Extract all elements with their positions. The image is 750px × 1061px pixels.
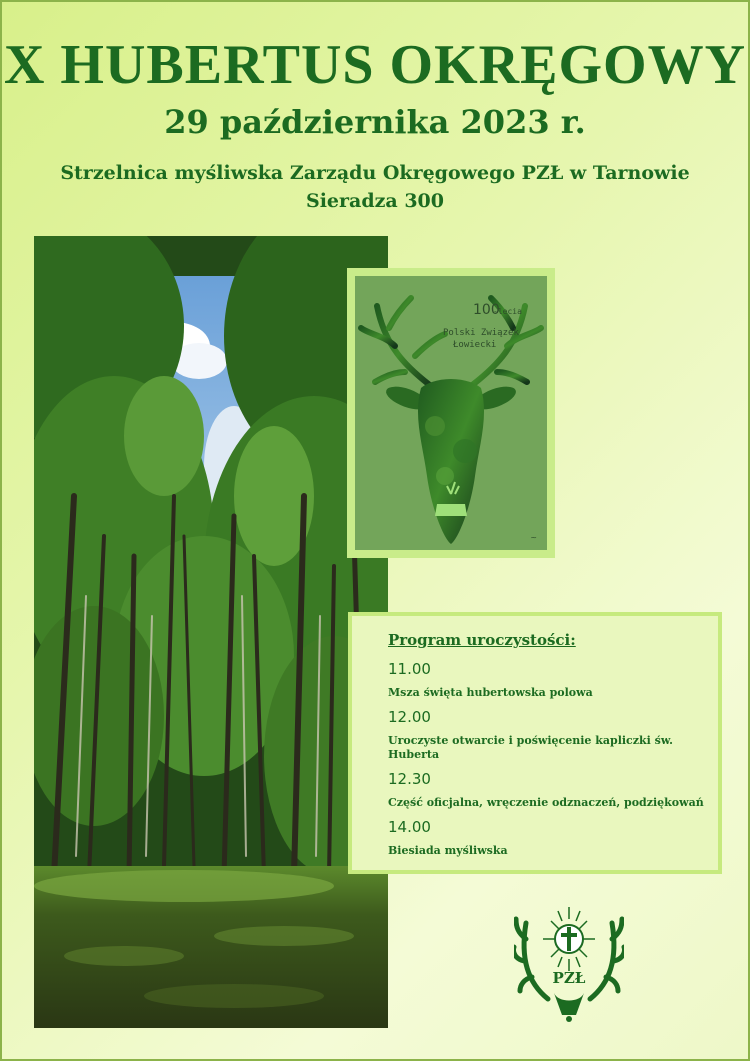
centenary-poster: [347, 268, 555, 558]
program-description: Część oficjalna, wręczenie odznaczeń, podziękowań: [388, 796, 704, 809]
poster-signature: ~: [530, 533, 537, 542]
program-time: 12.30: [388, 770, 431, 788]
poster-org-line2: Łowiecki: [453, 340, 497, 350]
program-heading: Program uroczystości:: [388, 631, 576, 649]
pzl-emblem-icon: [514, 903, 624, 1023]
poster-org-line1: Polski Związek: [443, 328, 519, 338]
program-panel: [348, 612, 722, 874]
venue-name: Strzelnica myśliwska Zarządu Okręgowego PZŁ w Tarnowie: [60, 162, 690, 184]
program-time: 11.00: [388, 660, 431, 678]
deer-head-icon: [355, 276, 547, 550]
program-description: Biesiada myśliwska: [388, 844, 508, 857]
venue-address: Sieradza 300: [305, 190, 444, 212]
pzl-logo: [514, 903, 624, 1023]
poster-artwork: [355, 276, 547, 550]
poster-number: 100: [473, 302, 500, 318]
poster-lecia: -lecia: [493, 307, 522, 316]
program-description: Uroczyste otwarcie i poświęcenie kapliczki św. Huberta: [388, 734, 674, 761]
event-title: X HUBERTUS OKRĘGOWY: [3, 34, 747, 96]
program-time: 12.00: [388, 708, 431, 726]
forest-photo: [34, 236, 388, 1028]
logo-text: PZŁ: [552, 969, 586, 987]
program-description: Msza święta hubertowska polowa: [388, 686, 593, 699]
program-time: 14.00: [388, 818, 431, 836]
event-date: 29 października 2023 r.: [164, 103, 586, 141]
